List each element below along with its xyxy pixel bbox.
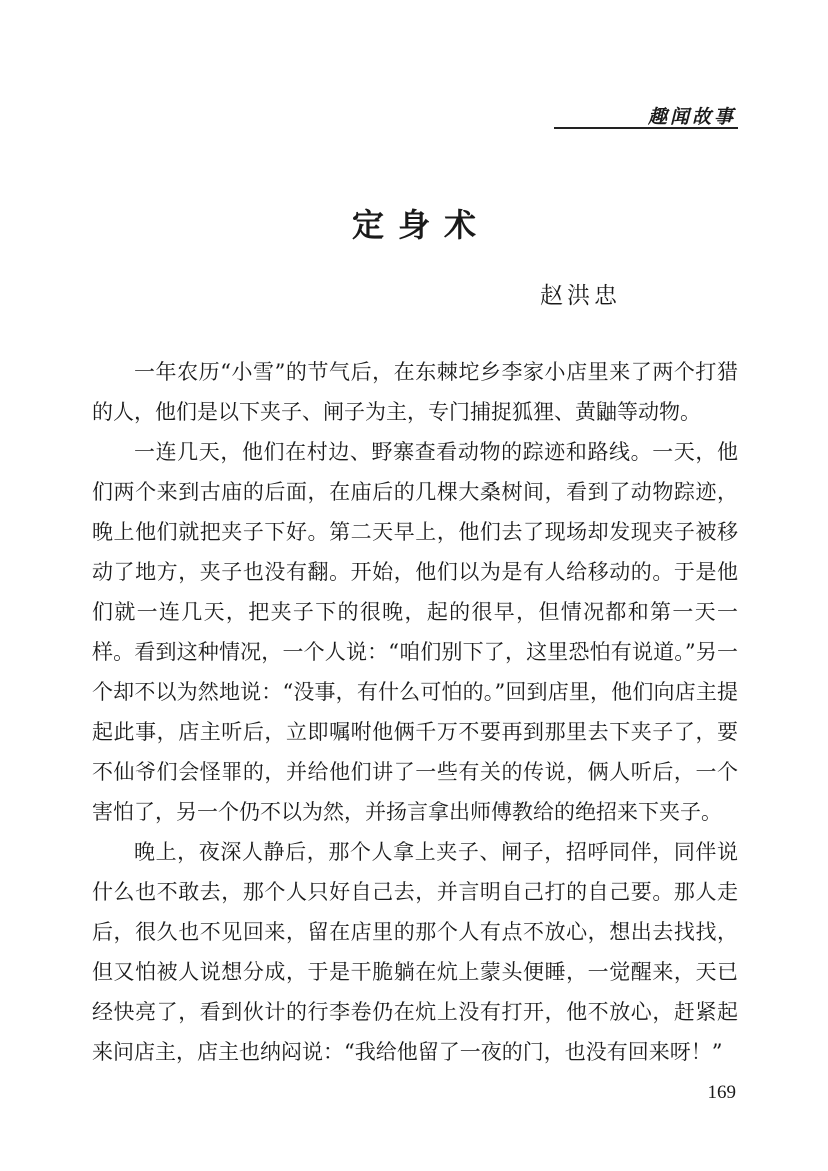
section-divider [554, 127, 738, 129]
paragraph-1: 一年农历“小雪”的节气后，在东棘坨乡李家小店里来了两个打猎的人，他们是以下夹子、闸子为主，专门捕捉狐狸、黄鼬等动物。 [92, 360, 738, 424]
section-label: 趣闻故事 [647, 106, 736, 128]
paragraph-3: 晚上，夜深人静后，那个人拿上夹子、闸子，招呼同伴，同伴说什么也不敢去，那个人只好自己去，并言明自己打的自己要。那人走后，很久也不见回来，留在店里的那个人有点不放心，想出去找找，但又怕被人说想分成，于是干脆躺在炕上蒙头便睡，一觉醒来，天已经快亮了，看到伙计的行李卷仍在炕上没有打开，他不放心，赶紧起来问店主，店主也纳闷说：“我给他留了一夜的门，也没有回来呀！” [92, 840, 738, 1064]
article-body [92, 352, 738, 1072]
article-title: 定身术 [351, 206, 490, 244]
paragraph-2: 一连几天，他们在村边、野寨查看动物的踪迹和路线。一天，他们两个来到古庙的后面，在庙后的几棵大桑树间，看到了动物踪迹，晚上他们就把夹子下好。第二天早上，他们去了现场却发现夹子被移动了地方，夹子也没有翻。开始，他们以为是有人给移动的。于是他们就一连几天，把夹子下的很晚，起的很早，但情况都和第一天一样。看到这种情况，一个人说：“咱们别下了，这里恐怕有说道。”另一个却不以为然地说：“没事，有什么可怕的。”回到店里，他们向店主提起此事，店主听后，立即嘱咐他俩千万不要再到那里去下夹子了，要不仙爷们会怪罪的，并给他们讲了一些有关的传说，俩人听后，一个害怕了，另一个仍不以为然，并扬言拿出师傅教给的绝招来下夹子。 [92, 440, 738, 824]
article-author: 赵洪忠 [540, 283, 621, 309]
page-number: 169 [707, 1082, 736, 1103]
